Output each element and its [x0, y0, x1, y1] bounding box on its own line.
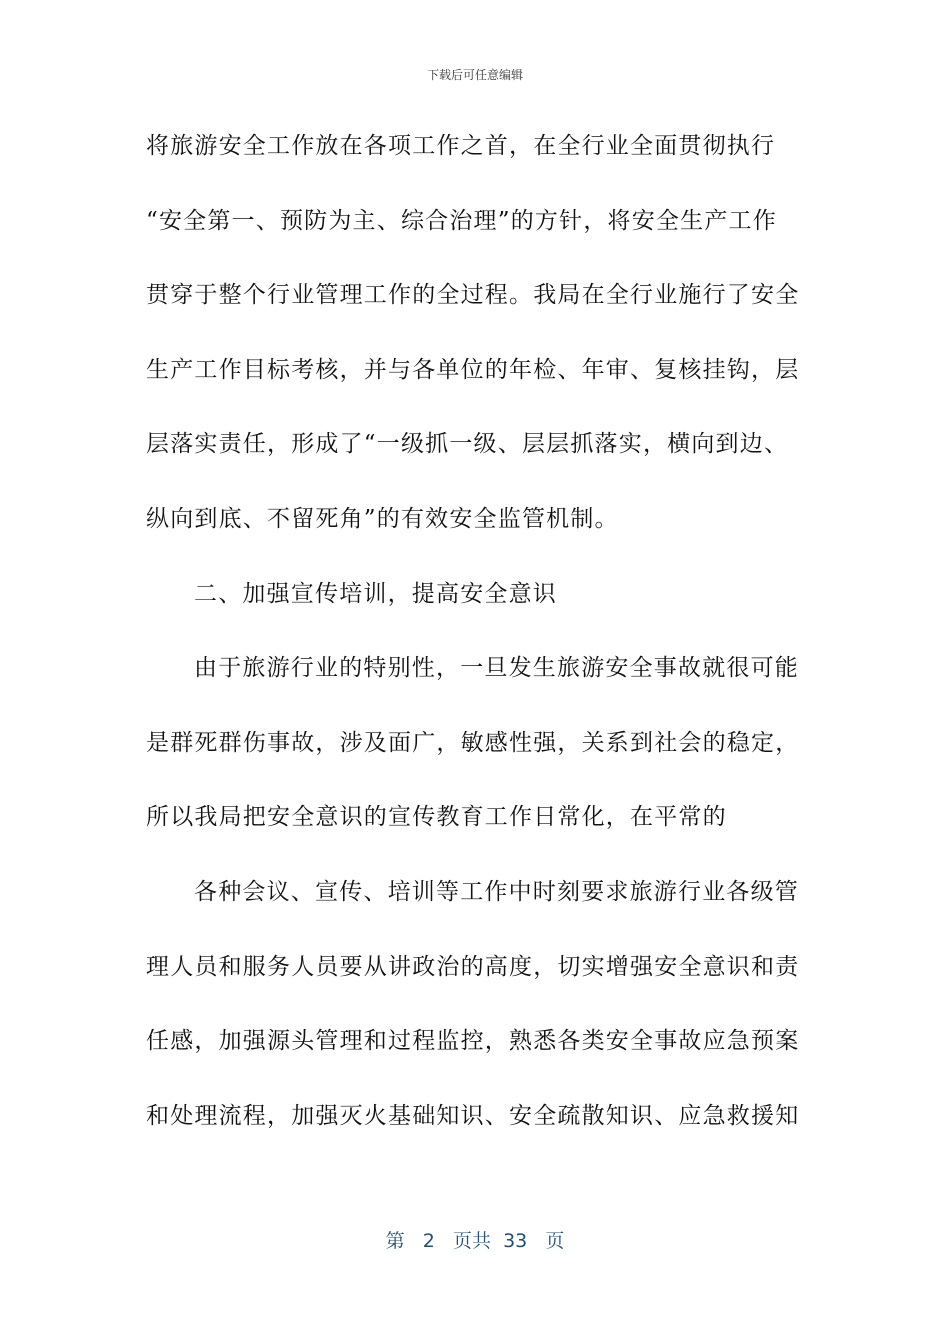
document-body [146, 124, 800, 1168]
text-line: 贯穿于整个行业管理工作的全过程。我局在全行业施行了安全 [146, 282, 800, 309]
text-line: “安全第一、预防为主、综合治理”的方针，将安全生产工作 [146, 207, 777, 234]
footer-middle: 页共 [452, 1230, 491, 1252]
text-line: 理人员和服务人员要从讲政治的高度，切实增强安全意识和责 [146, 953, 800, 980]
section-heading: 二、加强宣传培训，提高安全意识 [194, 580, 557, 607]
text-line: 生产工作目标考核，并与各单位的年检、年审、复核挂钩，层 [146, 356, 800, 383]
footer-suffix: 页 [545, 1230, 565, 1252]
footer-prefix: 第 [385, 1230, 405, 1252]
text-line: 层落实责任，形成了“一级抓一级、层层抓落实，横向到边、 [146, 431, 789, 458]
current-page-number: 2 [422, 1230, 435, 1252]
page-footer [0, 1226, 950, 1253]
text-line: 所以我局把安全意识的宣传教育工作日常化，在平常的 [146, 804, 727, 831]
text-line: 任感，加强源头管理和过程监控，熟悉各类安全事故应急预案 [146, 1028, 800, 1055]
paragraph-start: 各种会议、宣传、培训等工作中时刻要求旅游行业各级管 [194, 878, 799, 905]
paragraph-start: 由于旅游行业的特别性，一旦发生旅游安全事故就很可能 [194, 655, 799, 682]
text-line: 是群死群伤事故，涉及面广，敏感性强，关系到社会的稳定， [146, 729, 800, 756]
header-note: 下载后可任意编辑 [426, 68, 523, 82]
total-pages-number: 33 [503, 1230, 528, 1252]
text-line: 将旅游安全工作放在各项工作之首，在全行业全面贯彻执行 [146, 133, 776, 159]
text-line: 和处理流程，加强灭火基础知识、安全疏散知识、应急救援知 [146, 1102, 800, 1129]
text-line: 纵向到底、不留死角”的有效安全监管机制。 [146, 505, 619, 532]
